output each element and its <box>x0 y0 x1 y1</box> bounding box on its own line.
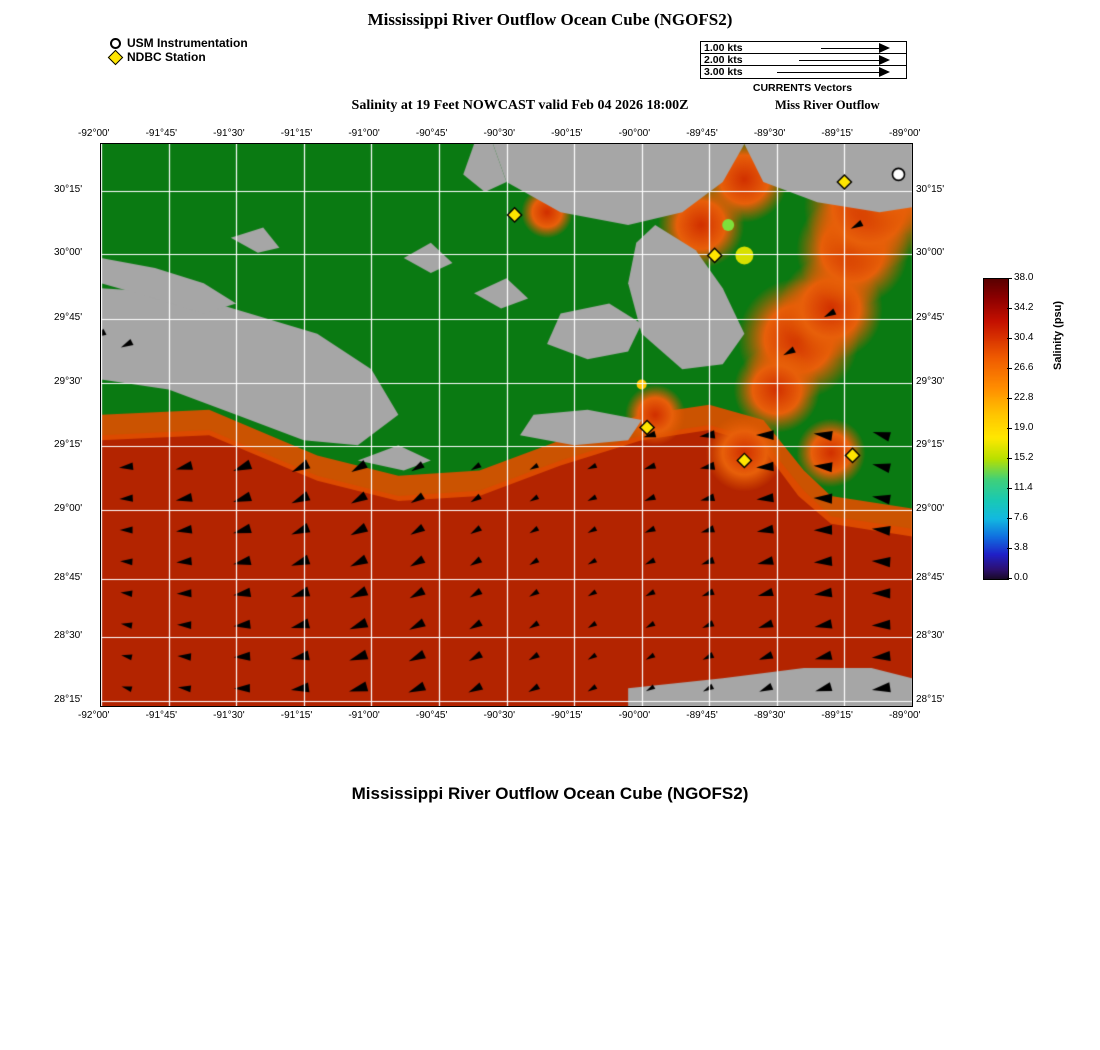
x-tick-top-1: -91°45' <box>145 128 178 139</box>
legend-item-ndbc <box>110 50 248 64</box>
colorbar-tick-label-6: 15.2 <box>1014 452 1034 463</box>
x-tick-bottom-4: -91°00' <box>348 710 380 721</box>
x-tick-bottom-8: -90°00' <box>618 710 651 721</box>
colorbar-tick-label-5: 19.0 <box>1014 422 1034 433</box>
y-tick-right-1: 30°00' <box>916 247 945 258</box>
colorbar-tick-mark-10 <box>1007 578 1012 579</box>
x-tick-top-0: -92°00' <box>78 128 110 139</box>
vector-scale-key <box>700 41 907 79</box>
x-tick-bottom-2: -91°30' <box>213 710 245 721</box>
colorbar-tick-mark-5 <box>1007 428 1012 429</box>
page-title-bottom: Mississippi River Outflow Ocean Cube (NGOFS2) <box>351 784 749 803</box>
colorbar-tick-label-7: 11.4 <box>1014 482 1033 493</box>
x-tick-bottom-11: -89°15' <box>821 710 853 721</box>
colorbar-tick-mark-9 <box>1007 548 1012 549</box>
vector-key-label-3: 3.00 kts <box>704 66 743 78</box>
vector-key-row-2 <box>701 54 906 66</box>
outflow-annotation: Miss River Outflow <box>775 98 880 112</box>
colorbar-tick-label-0: 38.0 <box>1014 272 1034 283</box>
y-tick-left-0: 30°15' <box>54 184 83 195</box>
colorbar <box>983 278 1009 580</box>
x-tick-bottom-5: -90°45' <box>415 710 448 721</box>
colorbar-tick-mark-4 <box>1007 398 1012 399</box>
legend-item-usm-label: USM Instrumentation <box>127 36 248 50</box>
vector-line-2 <box>799 60 881 61</box>
x-tick-top-12: -89°00' <box>889 128 921 139</box>
colorbar-tick-mark-3 <box>1007 368 1012 369</box>
vector-arrow-3 <box>879 67 890 77</box>
y-tick-right-5: 29°00' <box>916 503 945 514</box>
x-tick-bottom-3: -91°15' <box>280 710 313 721</box>
y-tick-left-5: 29°00' <box>54 503 83 514</box>
colorbar-tick-label-3: 26.6 <box>1014 362 1034 373</box>
y-tick-right-4: 29°15' <box>916 439 945 450</box>
map-legend <box>110 36 248 64</box>
vector-key-caption: CURRENTS Vectors <box>752 82 853 94</box>
x-tick-top-7: -90°15' <box>551 128 583 139</box>
x-tick-bottom-7: -90°15' <box>551 710 583 721</box>
y-tick-left-4: 29°15' <box>54 439 83 450</box>
y-tick-right-7: 28°30' <box>916 630 945 641</box>
x-tick-top-10: -89°30' <box>753 128 786 139</box>
vector-arrow-1 <box>879 43 890 53</box>
circle-marker-icon <box>110 38 121 49</box>
legend-item-usm <box>110 36 248 50</box>
colorbar-tick-label-4: 22.8 <box>1014 392 1034 403</box>
x-tick-top-6: -90°30' <box>483 128 515 139</box>
y-tick-right-8: 28°15' <box>916 694 945 705</box>
vector-line-3 <box>777 72 881 73</box>
y-tick-left-6: 28°45' <box>54 572 83 583</box>
x-tick-bottom-10: -89°30' <box>753 710 786 721</box>
colorbar-tick-mark-0 <box>1007 278 1012 279</box>
vector-key-label-1: 1.00 kts <box>704 42 743 54</box>
x-tick-bottom-1: -91°45' <box>145 710 178 721</box>
colorbar-tick-mark-1 <box>1007 308 1012 309</box>
x-tick-top-5: -90°45' <box>415 128 448 139</box>
colorbar-title: Salinity (psu) <box>1052 300 1064 370</box>
vector-line-1 <box>821 48 881 49</box>
y-tick-left-2: 29°45' <box>54 312 83 323</box>
legend-item-ndbc-label: NDBC Station <box>127 50 206 64</box>
x-tick-top-8: -90°00' <box>618 128 651 139</box>
map-subtitle: Salinity at 19 Feet NOWCAST valid Feb 04 2026 18:00Z <box>351 98 689 113</box>
salinity-map[interactable] <box>100 143 913 707</box>
y-tick-left-3: 29°30' <box>54 376 83 387</box>
x-tick-bottom-9: -89°45' <box>686 710 718 721</box>
vector-key-label-2: 2.00 kts <box>704 54 743 66</box>
y-tick-right-3: 29°30' <box>916 376 945 387</box>
colorbar-tick-mark-8 <box>1007 518 1012 519</box>
x-tick-top-3: -91°15' <box>280 128 313 139</box>
page-title: Mississippi River Outflow Ocean Cube (NGOFS2) <box>367 10 733 29</box>
x-tick-top-11: -89°15' <box>821 128 853 139</box>
colorbar-tick-mark-2 <box>1007 338 1012 339</box>
vector-arrow-2 <box>879 55 890 65</box>
x-tick-bottom-12: -89°00' <box>889 710 921 721</box>
y-tick-left-8: 28°15' <box>54 694 83 705</box>
x-tick-top-4: -91°00' <box>348 128 380 139</box>
y-tick-right-6: 28°45' <box>916 572 945 583</box>
diamond-marker-icon <box>108 49 124 65</box>
colorbar-tick-label-9: 3.8 <box>1014 542 1028 553</box>
colorbar-tick-label-1: 34.2 <box>1014 302 1034 313</box>
colorbar-tick-mark-6 <box>1007 458 1012 459</box>
colorbar-tick-label-2: 30.4 <box>1014 332 1034 343</box>
x-tick-bottom-6: -90°30' <box>483 710 515 721</box>
colorbar-tick-label-8: 7.6 <box>1014 512 1028 523</box>
x-tick-top-9: -89°45' <box>686 128 718 139</box>
colorbar-tick-label-10: 0.0 <box>1014 572 1028 583</box>
y-tick-left-7: 28°30' <box>54 630 83 641</box>
colorbar-tick-mark-7 <box>1007 488 1012 489</box>
y-tick-right-0: 30°15' <box>916 184 945 195</box>
y-tick-left-1: 30°00' <box>54 247 83 258</box>
vector-key-row-3 <box>701 66 906 78</box>
y-tick-right-2: 29°45' <box>916 312 945 323</box>
x-tick-top-2: -91°30' <box>213 128 245 139</box>
x-tick-bottom-0: -92°00' <box>78 710 110 721</box>
vector-key-row-1 <box>701 42 906 54</box>
